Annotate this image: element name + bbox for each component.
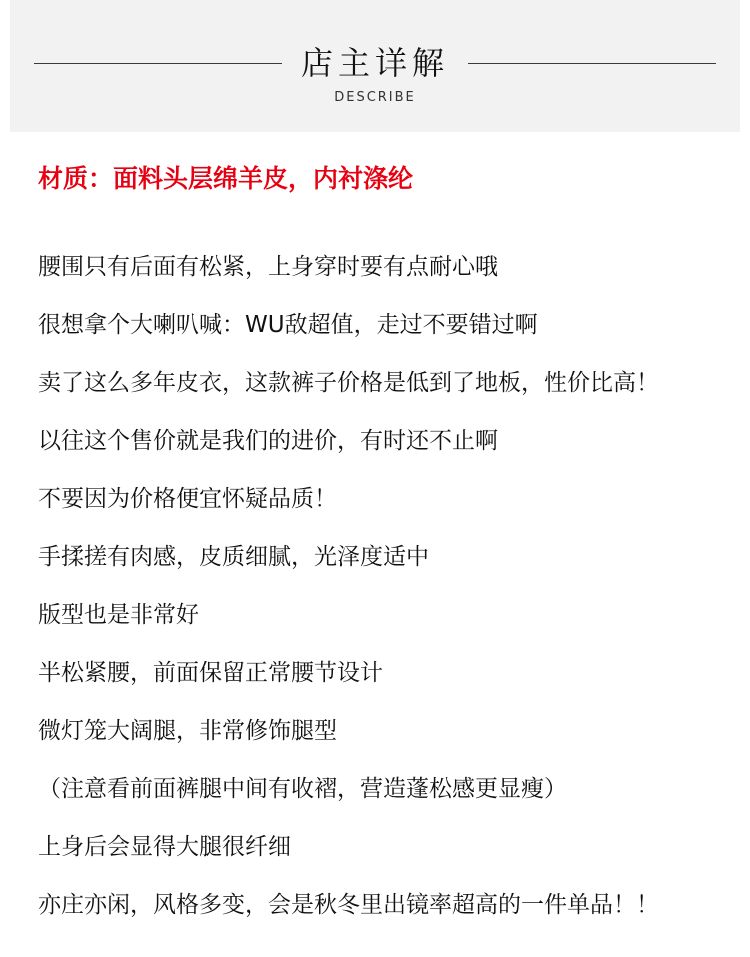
section-title: 店主详解 (300, 44, 449, 82)
description-list (38, 252, 659, 948)
section-subtitle: DESCRIBE (334, 90, 416, 105)
description-line: 不要因为价格便宜怀疑品质！ (38, 486, 337, 512)
description-line: 半松紧腰，前面保留正常腰节设计 (38, 660, 383, 686)
description-line: 微灯笼大阔腿，非常修饰腿型 (38, 718, 337, 744)
description-line: 腰围只有后面有松紧，上身穿时要有点耐心哦 (38, 254, 498, 280)
description-line: （注意看前面裤腿中间有收褶，营造蓬松感更显瘦） (38, 776, 567, 802)
description-line: 上身后会显得大腿很纤细 (38, 834, 291, 860)
description-line: 手揉搓有肉感，皮质细腻，光泽度适中 (38, 544, 429, 570)
description-line: 亦庄亦闲，风格多变，会是秋冬里出镜率超高的一件单品！！ (38, 892, 659, 918)
material-line: 材质：面料头层绵羊皮，内衬涤纶 (38, 164, 414, 193)
description-line: 以往这个售价就是我们的进价，有时还不止啊 (38, 428, 498, 454)
header-divider-right (468, 63, 716, 64)
description-line: 版型也是非常好 (38, 602, 199, 628)
section-header (10, 0, 740, 132)
description-line: 卖了这么多年皮衣，这款裤子价格是低到了地板，性价比高！ (38, 370, 659, 396)
description-line: 很想拿个大喇叭喊：WU敌超值，走过不要错过啊 (38, 312, 538, 338)
